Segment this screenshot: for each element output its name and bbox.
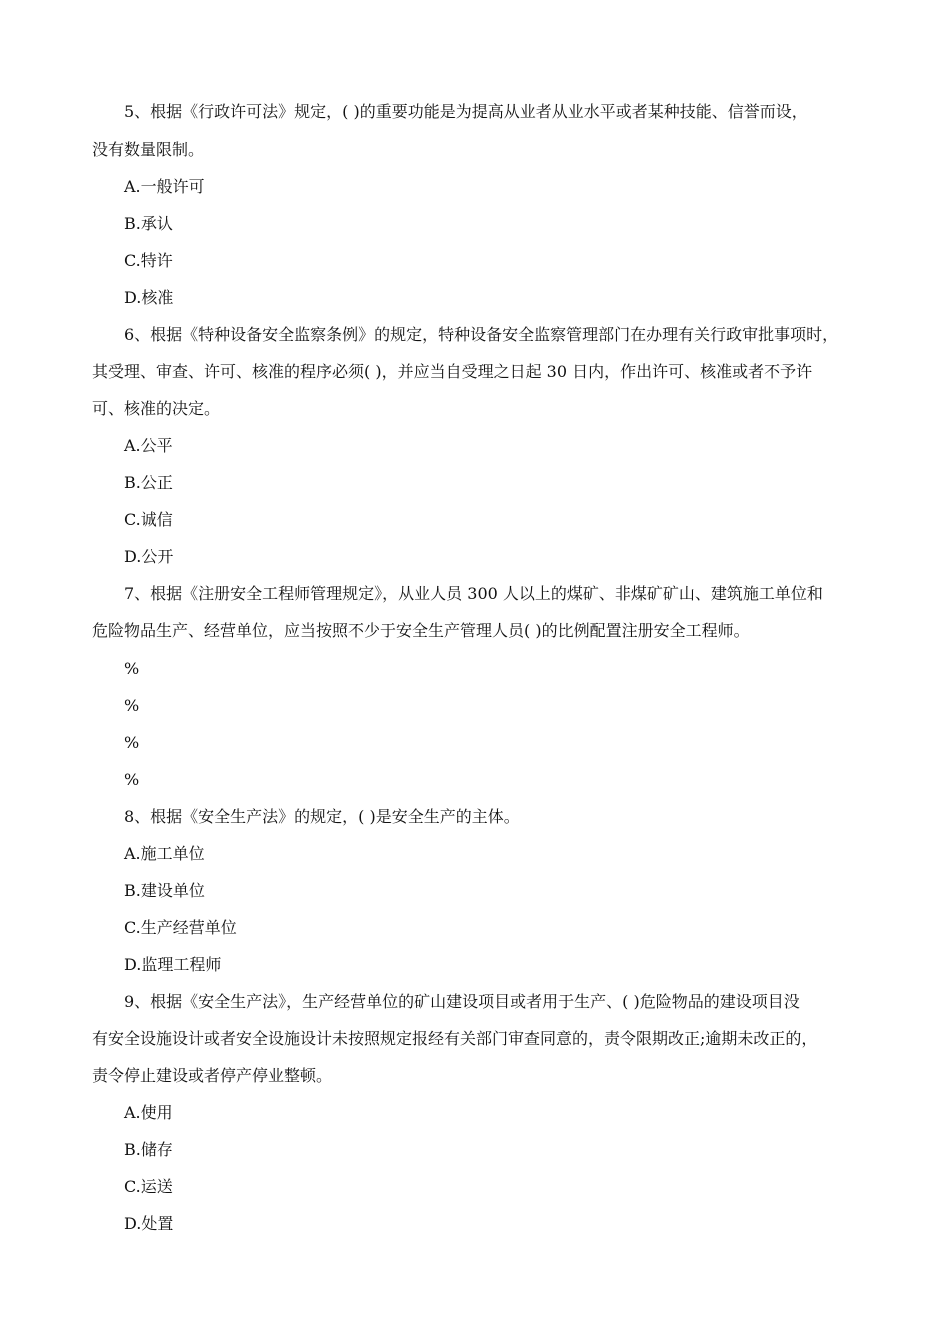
question-7-option-d: % (124, 770, 140, 789)
question-8-option-a: A.施工单位 (124, 844, 205, 863)
question-8-option-d: D.监理工程师 (124, 955, 222, 974)
question-8-option-c: C.生产经营单位 (124, 918, 237, 937)
question-9-stem-line-2: 有安全设施设计或者安全设施设计未按照规定报经有关部门审查同意的，责令限期改正;逾期未改正的， (92, 1029, 818, 1048)
question-6-stem-line-2: 其受理、审查、许可、核准的程序必须( )，并应当自受理之日起 30 日内，作出许可、核准或者不予许 (92, 362, 813, 381)
question-6-option-b: B.公正 (124, 473, 173, 492)
question-6-option-c: C.诚信 (124, 510, 173, 529)
question-5-stem-line-2: 没有数量限制。 (92, 140, 205, 159)
question-7-option-a: % (124, 659, 140, 678)
question-9-option-d: D.处置 (124, 1214, 174, 1233)
question-7-stem-line-2: 危险物品生产、经营单位，应当按照不少于安全生产管理人员( )的比例配置注册安全工程师。 (92, 621, 750, 640)
question-5-option-b: B.承认 (124, 214, 173, 233)
question-8-option-b: B.建设单位 (124, 881, 205, 900)
question-7-option-c: % (124, 733, 140, 752)
question-5-option-a: A.一般许可 (124, 177, 205, 196)
question-9-option-b: B.储存 (124, 1140, 173, 1159)
question-7-option-b: % (124, 696, 140, 715)
question-7-stem-line-1: 7、根据《注册安全工程师管理规定》，从业人员 300 人以上的煤矿、非煤矿矿山、建筑施工单位和 (124, 584, 823, 603)
question-6-option-a: A.公平 (124, 436, 173, 455)
question-5-option-c: C.特许 (124, 251, 173, 270)
question-6-stem-line-3: 可、核准的决定。 (92, 399, 221, 418)
question-9-option-a: A.使用 (124, 1103, 173, 1122)
question-5-option-d: D.核准 (124, 288, 174, 307)
question-6-option-d: D.公开 (124, 547, 174, 566)
question-9-option-c: C.运送 (124, 1177, 173, 1196)
question-5-stem-line-1: 5、根据《行政许可法》规定，( )的重要功能是为提高从业者从业水平或者某种技能、信誉而设， (124, 102, 808, 121)
question-6-stem-line-1: 6、根据《特种设备安全监察条例》的规定，特种设备安全监察管理部门在办理有关行政审批事项时， (124, 325, 839, 344)
question-9-stem-line-1: 9、根据《安全生产法》，生产经营单位的矿山建设项目或者用于生产、( )危险物品的建设项目没 (124, 992, 800, 1011)
question-9-stem-line-3: 责令停止建设或者停产停业整顿。 (92, 1066, 333, 1085)
question-8-stem-line-1: 8、根据《安全生产法》的规定，( )是安全生产的主体。 (124, 807, 520, 826)
